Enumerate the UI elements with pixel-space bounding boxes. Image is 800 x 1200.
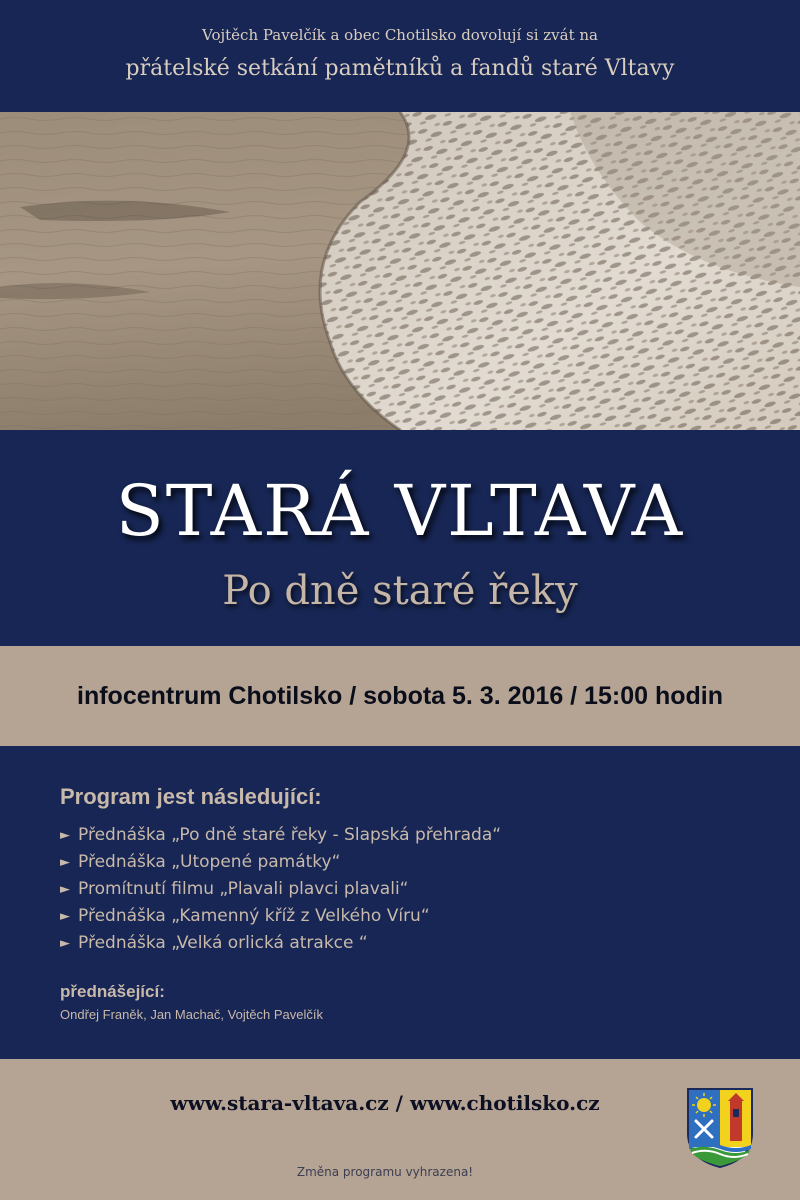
triangle-bullet-icon: ► (60, 828, 70, 843)
program-item (60, 903, 501, 930)
program-item (60, 849, 501, 876)
program-item-text: Přednáška „Kamenný kříž z Velkého Víru“ (78, 906, 430, 926)
program-list (60, 822, 501, 957)
footer-band (0, 1059, 800, 1200)
program-item-text: Promítnutí filmu „Plavali plavci plavali“ (78, 879, 409, 899)
lecturers-names: Ondřej Franěk, Jan Machač, Vojtěch Pavelčík (60, 1007, 324, 1022)
title-band (0, 430, 800, 646)
program-item-text: Přednáška „Velká orlická atrakce “ (78, 933, 368, 953)
program-section (0, 746, 800, 1059)
riverbed-photo (0, 112, 800, 430)
triangle-bullet-icon: ► (60, 855, 70, 870)
change-note: Změna programu vyhrazena! (296, 1165, 474, 1179)
program-heading: Program jest následující: (60, 784, 322, 809)
program-item (60, 930, 501, 957)
program-item (60, 822, 501, 849)
lecturers-heading: přednášející: (60, 982, 165, 1001)
triangle-bullet-icon: ► (60, 909, 70, 924)
program-item-text: Přednáška „Po dně staré řeky - Slapská přehrada“ (78, 825, 502, 845)
event-details-band (0, 646, 800, 746)
website-links[interactable]: www.stara-vltava.cz / www.chotilsko.cz (170, 1091, 600, 1115)
subtitle: Po dně staré řeky (222, 568, 578, 614)
program-item (60, 876, 501, 903)
event-details: infocentrum Chotilsko / sobota 5. 3. 2016 / 15:00 hodin (77, 681, 723, 710)
coat-of-arms-icon (686, 1087, 754, 1169)
invite-line: Vojtěch Pavelčík a obec Chotilsko dovolují si zvát na (202, 26, 598, 44)
triangle-bullet-icon: ► (60, 882, 70, 897)
program-item-text: Přednáška „Utopené památky“ (78, 852, 341, 872)
header-band (0, 0, 800, 112)
triangle-bullet-icon: ► (60, 936, 70, 951)
main-title: STARÁ VLTAVA (115, 470, 685, 552)
meeting-line: přátelské setkání pamětníků a fandů staré Vltavy (125, 56, 675, 81)
